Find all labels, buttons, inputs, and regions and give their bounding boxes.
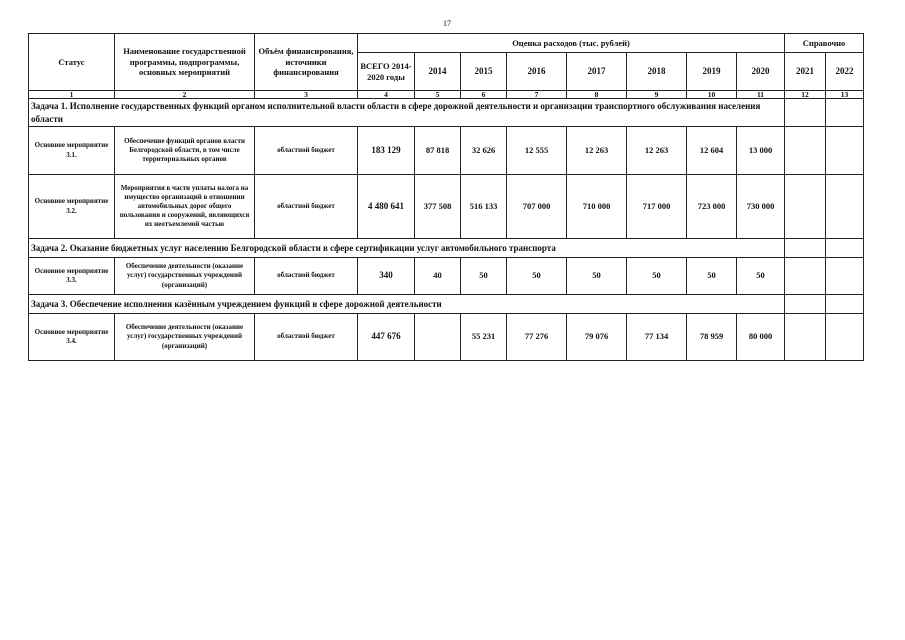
column-number: 8 [567, 91, 627, 99]
header-row-top [29, 34, 864, 53]
column-number: 5 [415, 91, 461, 99]
column-number: 13 [826, 91, 864, 99]
task-row [29, 99, 864, 127]
row-value: 13 000 [737, 127, 785, 175]
row-source: областной бюджет [255, 127, 358, 175]
row-total: 340 [358, 258, 415, 295]
row-value: 723 000 [687, 175, 737, 239]
row-value: 12 604 [687, 127, 737, 175]
row-value: 717 000 [627, 175, 687, 239]
table-row [29, 258, 864, 295]
row-value: 12 263 [567, 127, 627, 175]
row-source: областной бюджет [255, 258, 358, 295]
empty-cell [785, 175, 826, 239]
empty-cell [785, 314, 826, 361]
header-year: 2020 [737, 53, 785, 91]
header-year: 2019 [687, 53, 737, 91]
row-value: 12 555 [507, 127, 567, 175]
row-status: Основное мероприятие 3.1. [29, 127, 115, 175]
empty-cell [785, 127, 826, 175]
empty-cell [785, 258, 826, 295]
row-value: 12 263 [627, 127, 687, 175]
header-year: 2017 [567, 53, 627, 91]
column-number: 1 [29, 91, 115, 99]
header-cost-estimate: Оценка расходов (тыс. рублей) [358, 34, 785, 53]
empty-cell [826, 175, 864, 239]
row-value: 707 000 [507, 175, 567, 239]
header-total: ВСЕГО 2014-2020 годы [358, 53, 415, 91]
row-value: 516 133 [461, 175, 507, 239]
header-ref-year: 2022 [826, 53, 864, 91]
row-total: 183 129 [358, 127, 415, 175]
row-total: 4 480 641 [358, 175, 415, 239]
table-row [29, 314, 864, 361]
empty-cell [826, 239, 864, 258]
header-year: 2015 [461, 53, 507, 91]
task-title: Задача 1. Исполнение государственных функций органом исполнительной власти области в сфере дорожной деятельности и организации транспортного обслуживания населения области [29, 99, 785, 127]
column-number: 11 [737, 91, 785, 99]
header-reference: Справочно [785, 34, 864, 53]
row-status: Основное мероприятие 3.3. [29, 258, 115, 295]
column-number: 4 [358, 91, 415, 99]
row-value: 50 [627, 258, 687, 295]
row-value [415, 314, 461, 361]
empty-cell [785, 239, 826, 258]
empty-cell [826, 127, 864, 175]
column-number: 12 [785, 91, 826, 99]
row-value: 377 508 [415, 175, 461, 239]
row-value: 32 626 [461, 127, 507, 175]
task-row [29, 295, 864, 314]
header-year: 2018 [627, 53, 687, 91]
empty-cell [785, 295, 826, 314]
empty-cell [826, 99, 864, 127]
row-name: Мероприятия в части уплаты налога на имущество организаций в отношении автомобильных дорог общего пользования и сооружений, являющихся их неотъемлемой частью [115, 175, 255, 239]
table-row [29, 127, 864, 175]
row-value: 77 276 [507, 314, 567, 361]
header-name: Наименование государственной программы, подпрограммы, основных мероприятий [115, 34, 255, 91]
column-number: 9 [627, 91, 687, 99]
column-number: 2 [115, 91, 255, 99]
row-value: 87 818 [415, 127, 461, 175]
column-number: 6 [461, 91, 507, 99]
row-total: 447 676 [358, 314, 415, 361]
empty-cell [826, 258, 864, 295]
row-value: 55 231 [461, 314, 507, 361]
table-row [29, 175, 864, 239]
row-value: 79 076 [567, 314, 627, 361]
empty-cell [826, 295, 864, 314]
row-status: Основное мероприятие 3.4. [29, 314, 115, 361]
column-number: 10 [687, 91, 737, 99]
row-value: 40 [415, 258, 461, 295]
row-value: 80 000 [737, 314, 785, 361]
column-number-row [29, 91, 864, 99]
row-name: Обеспечение деятельности (оказание услуг) государственных учреждений (организаций) [115, 258, 255, 295]
row-value: 50 [737, 258, 785, 295]
row-value: 50 [687, 258, 737, 295]
header-year: 2014 [415, 53, 461, 91]
row-name: Обеспечение деятельности (оказание услуг) государственных учреждений (организаций) [115, 314, 255, 361]
header-volume: Объём финансирования, источники финансирования [255, 34, 358, 91]
row-value: 710 000 [567, 175, 627, 239]
row-status: Основное мероприятие 3.2. [29, 175, 115, 239]
row-value: 730 000 [737, 175, 785, 239]
empty-cell [826, 314, 864, 361]
column-number: 3 [255, 91, 358, 99]
row-name: Обеспечение функций органов власти Белгородской области, в том числе территориальных органов [115, 127, 255, 175]
header-status: Статус [29, 34, 115, 91]
row-source: областной бюджет [255, 314, 358, 361]
row-source: областной бюджет [255, 175, 358, 239]
budget-table [28, 33, 864, 361]
row-value: 78 959 [687, 314, 737, 361]
row-value: 50 [507, 258, 567, 295]
row-value: 50 [567, 258, 627, 295]
empty-cell [785, 99, 826, 127]
task-title: Задача 2. Оказание бюджетных услуг населению Белгородской области в сфере сертификации услуг автомобильного транспорта [29, 239, 785, 258]
column-number: 7 [507, 91, 567, 99]
header-ref-year: 2021 [785, 53, 826, 91]
task-row [29, 239, 864, 258]
page-number: 17 [443, 19, 451, 28]
header-year: 2016 [507, 53, 567, 91]
row-value: 77 134 [627, 314, 687, 361]
row-value: 50 [461, 258, 507, 295]
task-title: Задача 3. Обеспечение исполнения казённым учреждением функций в сфере дорожной деятельности [29, 295, 785, 314]
